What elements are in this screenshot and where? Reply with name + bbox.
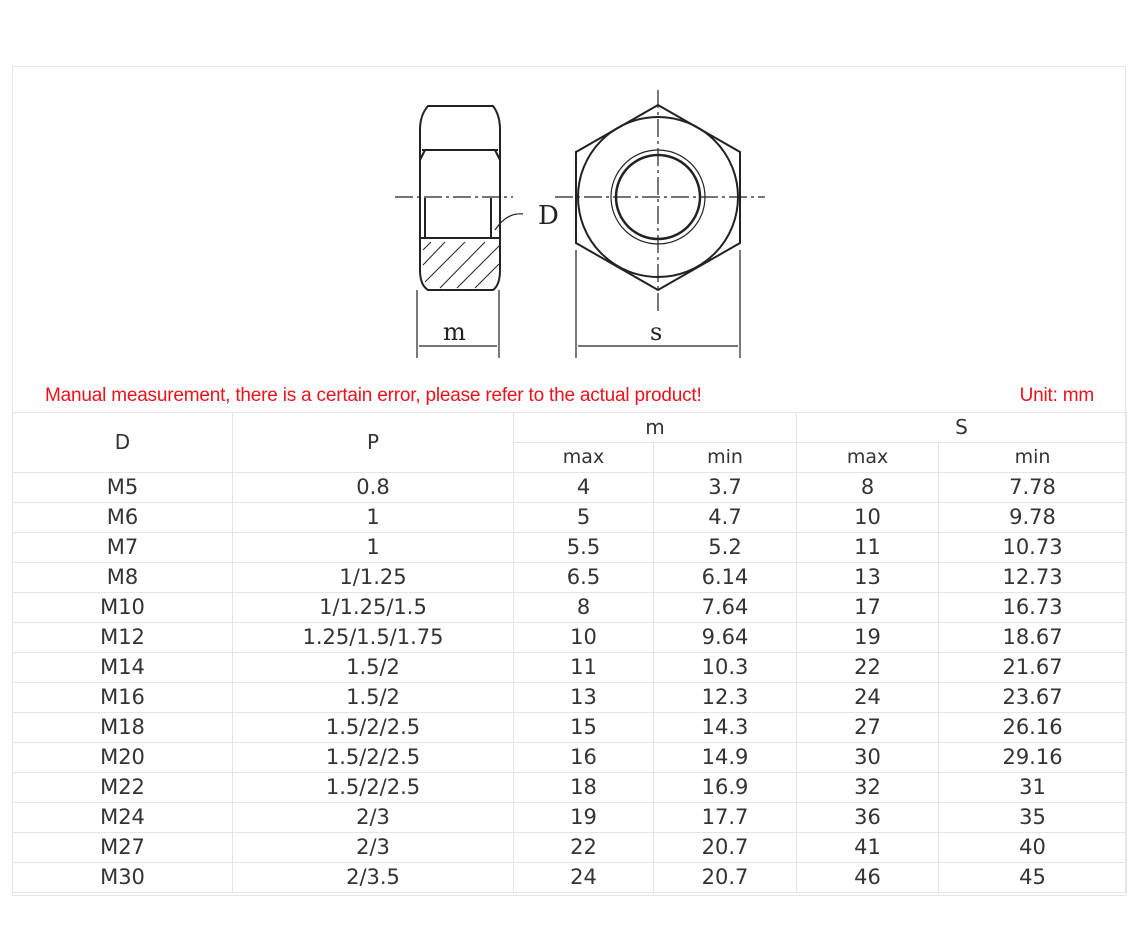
table-row: [13, 773, 1127, 803]
cell-m-min: 4.7: [654, 503, 797, 533]
cell-s-min: 21.67: [939, 653, 1127, 683]
unit-label: Unit: mm: [1019, 385, 1094, 406]
cell-s-max: 17: [797, 593, 939, 623]
cell-m-min: 10.3: [654, 653, 797, 683]
hex-nut-drawing: [395, 90, 765, 370]
table-row: [13, 533, 1127, 563]
cell-m-max: 24: [514, 863, 654, 893]
cell-s-max: 24: [797, 683, 939, 713]
cell-p: 1.5/2/2.5: [233, 713, 514, 743]
cell-m-min: 20.7: [654, 863, 797, 893]
cell-p: 1/1.25/1.5: [233, 593, 514, 623]
cell-d: M22: [13, 773, 233, 803]
cell-s-min: 26.16: [939, 713, 1127, 743]
cell-m-min: 9.64: [654, 623, 797, 653]
table-row: [13, 473, 1127, 503]
cell-s-min: 18.67: [939, 623, 1127, 653]
cell-d: M30: [13, 863, 233, 893]
table-row: [13, 713, 1127, 743]
table-row: [13, 743, 1127, 773]
cell-s-min: 7.78: [939, 473, 1127, 503]
cell-s-min: 23.67: [939, 683, 1127, 713]
cell-m-min: 12.3: [654, 683, 797, 713]
cell-p: 1.5/2: [233, 683, 514, 713]
cell-s-max: 41: [797, 833, 939, 863]
cell-d: M24: [13, 803, 233, 833]
cell-m-min: 7.64: [654, 593, 797, 623]
cell-d: M16: [13, 683, 233, 713]
cell-m-min: 6.14: [654, 563, 797, 593]
cell-d: M12: [13, 623, 233, 653]
cell-m-min: 16.9: [654, 773, 797, 803]
cell-p: 1.25/1.5/1.75: [233, 623, 514, 653]
nut-dimensions-table: [12, 412, 1127, 893]
cell-m-max: 15: [514, 713, 654, 743]
header-s-min: min: [939, 443, 1127, 473]
cell-m-max: 5.5: [514, 533, 654, 563]
cell-m-max: 16: [514, 743, 654, 773]
table-row: [13, 803, 1127, 833]
cell-s-min: 12.73: [939, 563, 1127, 593]
cell-m-max: 22: [514, 833, 654, 863]
cell-p: 2/3: [233, 833, 514, 863]
cell-s-max: 36: [797, 803, 939, 833]
cell-m-min: 5.2: [654, 533, 797, 563]
cell-s-max: 46: [797, 863, 939, 893]
table-row: [13, 623, 1127, 653]
cell-s-min: 29.16: [939, 743, 1127, 773]
cell-s-max: 8: [797, 473, 939, 503]
table-row: [13, 563, 1127, 593]
measurement-notice: Manual measurement, there is a certain error, please refer to the actual product!: [45, 385, 702, 406]
cell-s-max: 13: [797, 563, 939, 593]
cell-m-max: 10: [514, 623, 654, 653]
table-row: [13, 593, 1127, 623]
table-row: [13, 653, 1127, 683]
header-m-min: min: [654, 443, 797, 473]
cell-m-max: 18: [514, 773, 654, 803]
cell-s-max: 30: [797, 743, 939, 773]
cell-m-min: 14.9: [654, 743, 797, 773]
cell-p: 1.5/2/2.5: [233, 773, 514, 803]
cell-p: 1.5/2/2.5: [233, 743, 514, 773]
cell-s-max: 10: [797, 503, 939, 533]
cell-s-max: 19: [797, 623, 939, 653]
cell-d: M14: [13, 653, 233, 683]
cell-m-min: 17.7: [654, 803, 797, 833]
table-row: [13, 833, 1127, 863]
cell-s-min: 10.73: [939, 533, 1127, 563]
cell-s-min: 35: [939, 803, 1127, 833]
header-s: S: [797, 413, 1127, 443]
cell-s-min: 16.73: [939, 593, 1127, 623]
cell-s-min: 40: [939, 833, 1127, 863]
cell-p: 2/3.5: [233, 863, 514, 893]
label-D: D: [538, 201, 559, 231]
cell-d: M8: [13, 563, 233, 593]
cell-m-min: 20.7: [654, 833, 797, 863]
cell-m-min: 3.7: [654, 473, 797, 503]
table-row: [13, 863, 1127, 893]
cell-p: 1.5/2: [233, 653, 514, 683]
cell-p: 1: [233, 533, 514, 563]
cell-p: 0.8: [233, 473, 514, 503]
cell-m-max: 11: [514, 653, 654, 683]
header-D: D: [13, 413, 233, 473]
cell-s-min: 31: [939, 773, 1127, 803]
cell-d: M5: [13, 473, 233, 503]
table-row: [13, 683, 1127, 713]
header-s-max: max: [797, 443, 939, 473]
cell-p: 2/3: [233, 803, 514, 833]
cell-d: M27: [13, 833, 233, 863]
cell-s-max: 32: [797, 773, 939, 803]
cell-s-min: 45: [939, 863, 1127, 893]
cell-d: M6: [13, 503, 233, 533]
label-s: s: [650, 318, 663, 346]
cell-m-max: 8: [514, 593, 654, 623]
cell-p: 1: [233, 503, 514, 533]
cell-m-max: 4: [514, 473, 654, 503]
cell-m-max: 6.5: [514, 563, 654, 593]
cell-d: M10: [13, 593, 233, 623]
cell-s-max: 11: [797, 533, 939, 563]
cell-m-max: 13: [514, 683, 654, 713]
cell-m-min: 14.3: [654, 713, 797, 743]
cell-d: M7: [13, 533, 233, 563]
header-m-max: max: [514, 443, 654, 473]
header-m: m: [514, 413, 797, 443]
cell-s-max: 22: [797, 653, 939, 683]
header-P: P: [233, 413, 514, 473]
cell-d: M20: [13, 743, 233, 773]
cell-p: 1/1.25: [233, 563, 514, 593]
cell-s-min: 9.78: [939, 503, 1127, 533]
cell-d: M18: [13, 713, 233, 743]
cell-s-max: 27: [797, 713, 939, 743]
cell-m-max: 19: [514, 803, 654, 833]
table-row: [13, 503, 1127, 533]
cell-m-max: 5: [514, 503, 654, 533]
label-m: m: [443, 318, 466, 346]
